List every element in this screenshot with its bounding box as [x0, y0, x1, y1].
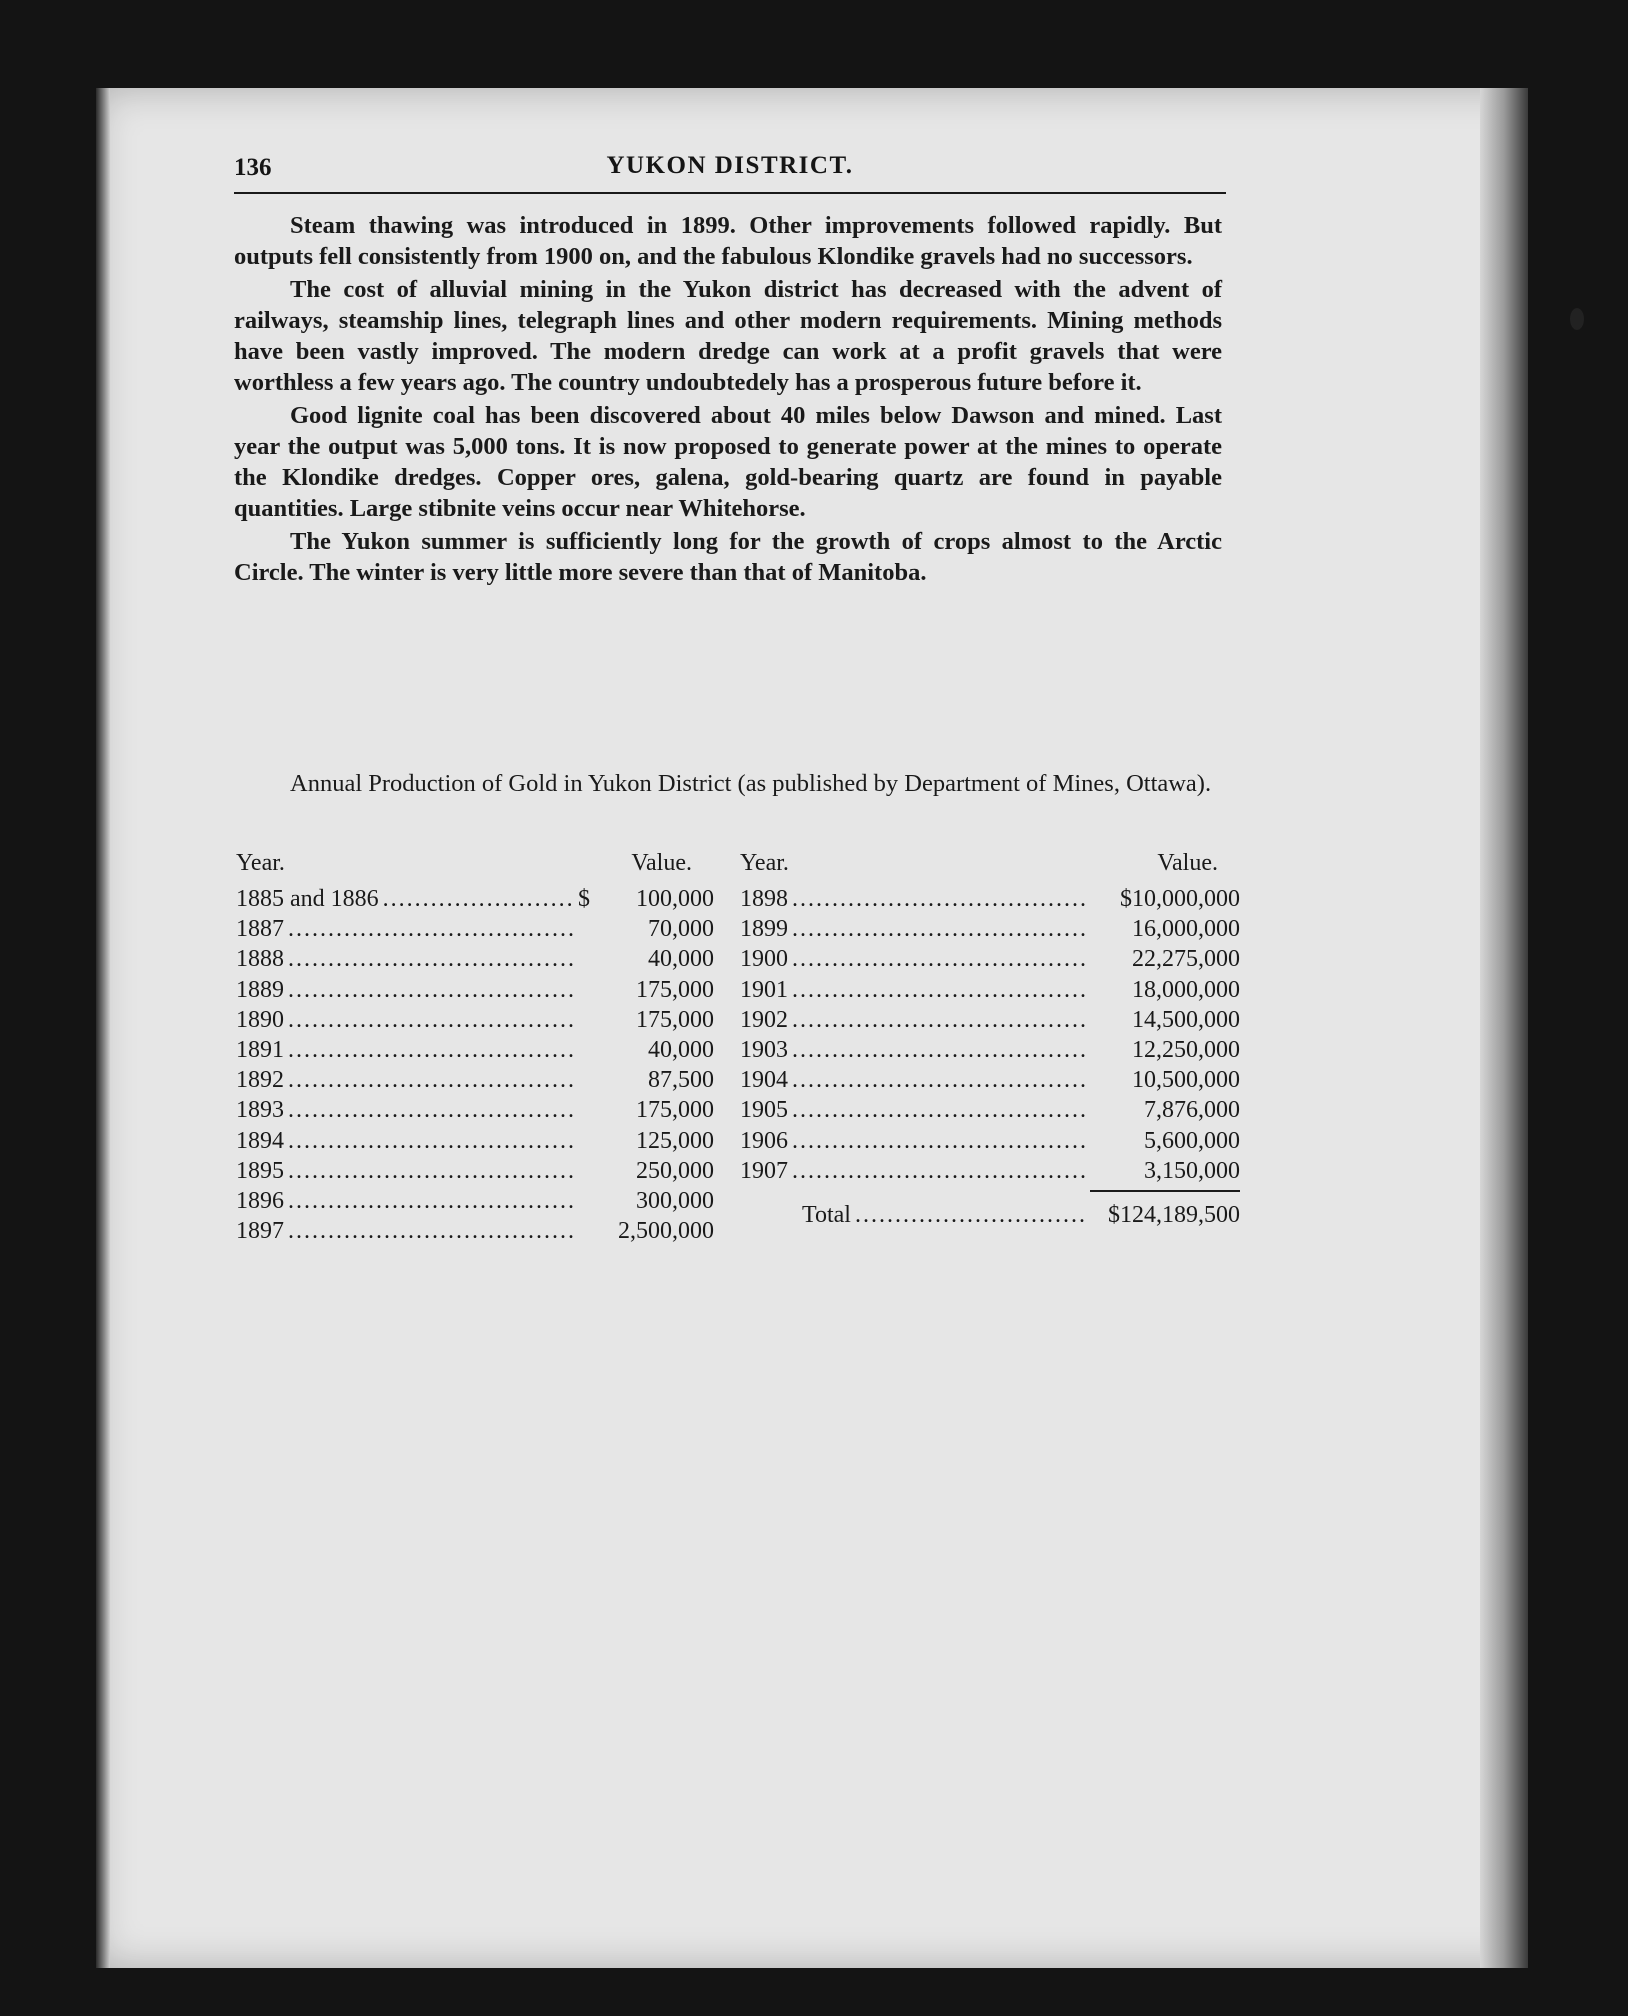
value-header: Value.	[631, 850, 692, 876]
value-cell: 175,000	[636, 976, 714, 1003]
gold-table-right-column	[740, 850, 1240, 1230]
year-cell: 1885 and 1886	[236, 886, 379, 912]
table-row	[236, 914, 714, 944]
dot-leader	[792, 944, 1086, 974]
total-rule	[1090, 1190, 1240, 1200]
value-cell: 2,500,000	[618, 1218, 714, 1245]
table-row	[740, 1005, 1240, 1035]
table-row	[740, 1065, 1240, 1095]
value-cell: 125,000	[636, 1127, 714, 1154]
table-row	[740, 944, 1240, 974]
table-caption: Annual Production of Gold in Yukon District (as published by Department of Mines, Ottawa).	[290, 770, 1212, 797]
dot-leader	[855, 1200, 1086, 1230]
year-cell: 1898	[740, 886, 788, 912]
dot-leader	[288, 1035, 574, 1065]
value-cell: 22,275,000	[1132, 946, 1240, 973]
year-cell: 1893	[236, 1097, 284, 1124]
dot-leader	[792, 1126, 1086, 1156]
year-cell: 1889	[236, 976, 284, 1003]
total-label: Total	[802, 1201, 851, 1228]
table-row	[236, 1095, 714, 1125]
dot-leader	[792, 1065, 1086, 1095]
dot-leader	[288, 1216, 574, 1246]
table-row	[236, 1216, 714, 1246]
page-number: 136	[234, 154, 272, 181]
year-cell: 1891	[236, 1036, 284, 1063]
year-cell: 1897	[236, 1218, 284, 1245]
year-cell: 1895	[236, 1157, 284, 1184]
paragraph: Steam thawing was introduced in 1899. Other improvements followed rapidly. But outputs fell consistently from 1900 on, and the fabulous Klondike gravels had no successors.	[234, 212, 1222, 270]
total-row	[740, 1200, 1240, 1230]
table-row	[236, 944, 714, 974]
running-title: YUKON DISTRICT.	[606, 152, 854, 179]
value-cell: 5,600,000	[1144, 1127, 1240, 1154]
year-cell: 1900	[740, 946, 788, 973]
dot-leader	[792, 914, 1086, 944]
currency-sign: $	[578, 886, 590, 912]
value-cell: 300,000	[636, 1187, 714, 1214]
table-row	[236, 1186, 714, 1216]
value-cell: 87,500	[648, 1067, 714, 1094]
year-cell: 1888	[236, 946, 284, 973]
value-cell: 7,876,000	[1144, 1097, 1240, 1124]
value-cell: 18,000,000	[1132, 976, 1240, 1003]
ink-speck	[1570, 308, 1584, 330]
table-row	[236, 1156, 714, 1186]
table-row	[236, 1035, 714, 1065]
dot-leader	[288, 975, 574, 1005]
value-cell: 3,150,000	[1144, 1157, 1240, 1184]
dot-leader	[288, 1065, 574, 1095]
table-row	[740, 1156, 1240, 1186]
year-cell: 1896	[236, 1187, 284, 1214]
dot-leader	[792, 1095, 1086, 1125]
value-cell: 250,000	[636, 1157, 714, 1184]
table-row	[236, 884, 714, 914]
value-cell: 100,000	[636, 886, 714, 912]
year-cell: 1887	[236, 916, 284, 943]
dot-leader	[288, 1095, 574, 1125]
dot-leader	[792, 1005, 1086, 1035]
value-cell: 10,500,000	[1132, 1067, 1240, 1094]
dot-leader	[288, 1005, 574, 1035]
table-row	[236, 975, 714, 1005]
year-header: Year.	[236, 850, 285, 876]
value-cell: 16,000,000	[1132, 916, 1240, 943]
dot-leader	[383, 884, 574, 914]
paragraph: The Yukon summer is sufficiently long for the growth of crops almost to the Arctic Circle. The winter is very little more severe than that of Manitoba.	[234, 528, 1222, 586]
page-header	[234, 152, 1226, 194]
value-cell: 70,000	[648, 916, 714, 943]
table-row	[236, 1005, 714, 1035]
year-cell: 1904	[740, 1067, 788, 1094]
value-cell: 14,500,000	[1132, 1006, 1240, 1033]
table-header	[740, 850, 1240, 884]
year-cell: 1899	[740, 916, 788, 943]
dot-leader	[792, 884, 1086, 914]
dot-leader	[792, 975, 1086, 1005]
value-header: Value.	[1157, 850, 1218, 876]
dot-leader	[288, 914, 574, 944]
year-cell: 1903	[740, 1036, 788, 1063]
year-header: Year.	[740, 850, 789, 876]
dot-leader	[792, 1156, 1086, 1186]
value-cell: 12,250,000	[1132, 1036, 1240, 1063]
year-cell: 1907	[740, 1157, 788, 1184]
table-row	[236, 1126, 714, 1156]
value-cell: 175,000	[636, 1097, 714, 1124]
body-text	[234, 210, 1222, 590]
table-row	[740, 1095, 1240, 1125]
value-cell: $10,000,000	[1120, 886, 1240, 912]
value-cell: 175,000	[636, 1006, 714, 1033]
dot-leader	[288, 944, 574, 974]
year-cell: 1894	[236, 1127, 284, 1154]
table-row	[740, 975, 1240, 1005]
dot-leader	[288, 1126, 574, 1156]
year-cell: 1890	[236, 1006, 284, 1033]
table-header	[236, 850, 714, 884]
year-cell: 1906	[740, 1127, 788, 1154]
total-value: $124,189,500	[1108, 1201, 1240, 1228]
year-cell: 1901	[740, 976, 788, 1003]
year-cell: 1892	[236, 1067, 284, 1094]
value-cell: 40,000	[648, 1036, 714, 1063]
value-cell: 40,000	[648, 946, 714, 973]
table-row	[740, 1035, 1240, 1065]
table-row	[740, 1126, 1240, 1156]
year-cell: 1905	[740, 1097, 788, 1124]
paragraph: The cost of alluvial mining in the Yukon district has decreased with the advent of railways, steamship lines, telegraph lines and other modern requirements. Mining methods have been vastly improved. The modern dredge can work at a profit gravels that were worthless a few years ago. The country undoubtedely has a prosperous future before it.	[234, 276, 1222, 396]
dot-leader	[288, 1156, 574, 1186]
dot-leader	[288, 1186, 574, 1216]
dot-leader	[792, 1035, 1086, 1065]
gold-table-left-column	[236, 850, 714, 1246]
table-row	[740, 884, 1240, 914]
year-cell: 1902	[740, 1006, 788, 1033]
table-row	[740, 914, 1240, 944]
paragraph: Good lignite coal has been discovered about 40 miles below Dawson and mined. Last year the output was 5,000 tons. It is now proposed to generate power at the mines to operate the Klondike dredges. Copper ores, galena, gold-bearing quartz are found in payable quantities. Large stibnite veins occur near Whitehorse.	[234, 402, 1222, 522]
table-row	[236, 1065, 714, 1095]
